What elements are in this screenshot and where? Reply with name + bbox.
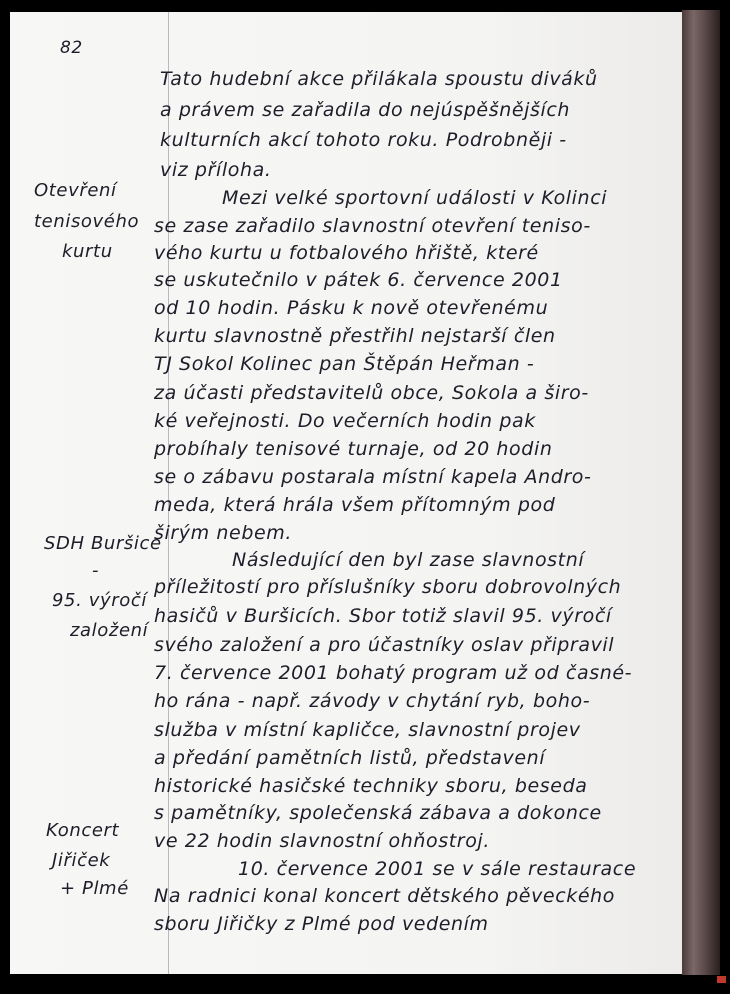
- text-line: TJ Sokol Kolinec pan Štěpán Heřman -: [154, 353, 535, 375]
- margin-note: SDH Buršice: [44, 533, 162, 554]
- text-line: od 10 hodin. Pásku k nově otevřenému: [154, 297, 549, 319]
- text-line: viz příloha.: [160, 159, 272, 181]
- text-line: sboru Jiřičky z Plmé pod vedením: [154, 913, 489, 935]
- text-line: vého kurtu u fotbalového hřiště, které: [154, 242, 539, 264]
- text-line: kurtu slavnostně přestřihl nejstarší člen: [154, 325, 556, 347]
- text-line: svého založení a pro účastníky oslav připravil: [154, 634, 615, 656]
- text-line: 7. července 2001 bohatý program už od časné-: [154, 662, 633, 684]
- text-line: příležitostí pro příslušníky sboru dobrovolných: [154, 576, 622, 598]
- text-line: ho rána - např. závody v chytání ryb, boho-: [154, 690, 591, 712]
- text-line: a právem se zařadila do nejúspěšnějších: [160, 99, 571, 121]
- text-line: Na radnici konal koncert dětského pěveckého: [154, 885, 616, 907]
- margin-note: tenisového: [34, 211, 140, 232]
- notebook-page: [10, 12, 682, 974]
- margin-note: Jiřiček: [52, 850, 111, 871]
- text-line: širým nebem.: [154, 522, 293, 544]
- margin-note: + Plmé: [60, 878, 129, 899]
- margin-note: -: [92, 560, 100, 581]
- corner-marker: [717, 976, 726, 983]
- margin-note: 95. výročí: [52, 590, 147, 611]
- text-line: kulturních akcí tohoto roku. Podrobněji -: [160, 129, 567, 151]
- text-line: se o zábavu postarala místní kapela Andro-: [154, 466, 592, 488]
- text-line: ké veřejnosti. Do večerních hodin pak: [154, 410, 536, 432]
- text-line: za účasti představitelů obce, Sokola a širo-: [154, 382, 589, 404]
- text-line: Následující den byl zase slavnostní: [232, 549, 585, 571]
- page-number: 82: [60, 38, 83, 58]
- margin-note: Otevření: [34, 180, 117, 201]
- margin-note: kurtu: [62, 241, 113, 262]
- text-line: se uskutečnilo v pátek 6. července 2001: [154, 269, 563, 291]
- book-spine-shadow: [682, 10, 720, 975]
- text-line: probíhaly tenisové turnaje, od 20 hodin: [154, 438, 553, 460]
- text-line: 10. července 2001 se v sále restaurace: [238, 858, 637, 880]
- text-line: Mezi velké sportovní události v Kolinci: [222, 187, 608, 209]
- text-line: s pamětníky, společenská zábava a dokonce: [154, 802, 602, 824]
- text-line: ve 22 hodin slavnostní ohňostroj.: [154, 830, 490, 852]
- text-line: a předání pamětních listů, představení: [154, 747, 546, 769]
- text-line: meda, která hrála všem přítomným pod: [154, 494, 556, 516]
- margin-note: založení: [70, 620, 149, 641]
- text-line: se zase zařadilo slavnostní otevření teniso-: [154, 215, 591, 237]
- text-line: služba v místní kapličce, slavnostní projev: [154, 719, 581, 741]
- text-line: Tato hudební akce přilákala spoustu diváků: [160, 68, 598, 90]
- text-line: hasičů v Buršicích. Sbor totiž slavil 95. výročí: [154, 605, 612, 627]
- margin-note: Koncert: [46, 820, 120, 841]
- text-line: historické hasičské techniky sboru, beseda: [154, 775, 588, 797]
